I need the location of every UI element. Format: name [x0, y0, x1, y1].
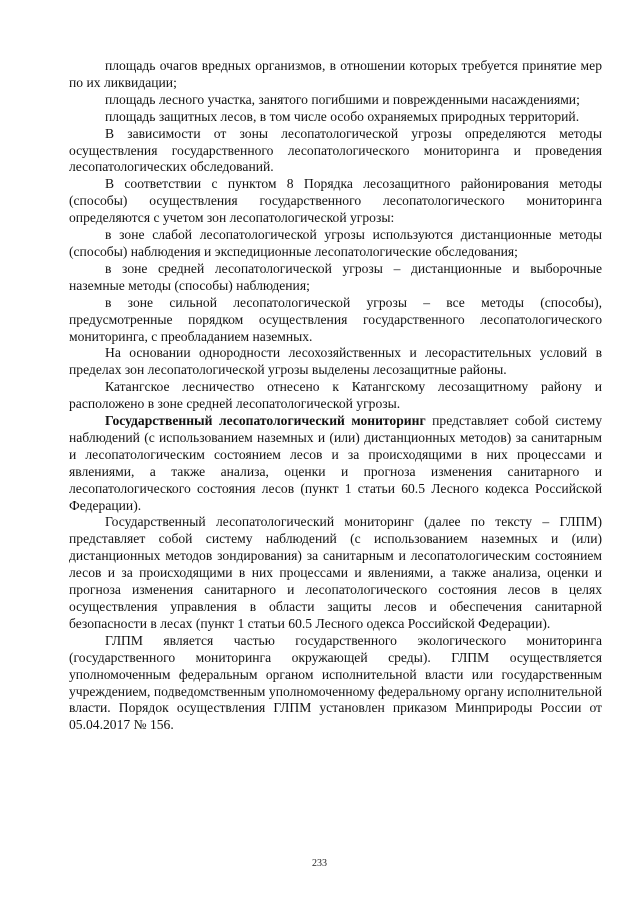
- paragraph: площадь лесного участка, занятого погибшими и поврежденными насаждениями;: [105, 91, 580, 107]
- paragraph: Государственный лесопатологический мониторинг (далее по тексту – ГЛПМ) представляет собой систему наблюдений (с использованием наземных и (или) дистанционных методов зондирования) за санитарным и лесопатологическим состоянием лесов и за происходящими в них процессами и явлениями, а также анализа, оценки и прогноза изменения санитарного и лесопатологического состояния лесов в целях осуществления управления в области защиты лесов и обеспечения санитарной безопасности в лесах (пункт 1 статьи 60.5 Лесного одекса Российской Федерации).: [69, 514, 602, 631]
- paragraph: В соответствии с пунктом 8 Порядка лесозащитного районирования методы (способы) осуществления государственного лесопатологического мониторинга определяются с учетом зон лесопатологической угрозы:: [69, 176, 602, 226]
- paragraph: Катангское лесничество отнесено к Катангскому лесозащитному району и расположено в зоне средней лесопатологической угрозы.: [69, 379, 602, 412]
- paragraph: в зоне средней лесопатологической угрозы – дистанционные и выборочные наземные методы (способы) наблюдения;: [69, 260, 602, 293]
- bold-term: Государственный лесопатологический мониторинг: [105, 413, 426, 429]
- paragraph: ГЛПМ является частью государственного экологического мониторинга (государственного мониторинга окружающей среды). ГЛПМ осуществляется уполномоченным федеральным органом исполнительной власти или государственным учреждением, подведомственным уполномоченному федеральному органу исполнительной власти. Порядок осуществления ГЛПМ установлен приказом Минприроды России от 05.04.2017 № 156.: [69, 632, 602, 733]
- paragraph: площадь защитных лесов, в том числе особо охраняемых природных территорий.: [105, 108, 580, 124]
- paragraph: Государственный лесопатологический мониторинг представляет собой систему наблюдений (с использованием наземных и (или) дистанционных методов) за санитарным и лесопатологическим состоянием лесов и за происходящими в них процессами и явлениями, а также анализа, оценки и прогноза изменения санитарного и лесопатологического состояния лесов (пункт 1 статьи 60.5 Лесного кодекса Российской Федерации).: [69, 413, 602, 513]
- paragraph: в зоне сильной лесопатологической угрозы – все методы (способы), предусмотренные порядком осуществления государственного лесопатологического мониторинга, с преобладанием наземных.: [69, 294, 602, 344]
- paragraph: площадь очагов вредных организмов, в отношении которых требуется принятие мер по их ликвидации;: [69, 58, 602, 90]
- paragraph: в зоне слабой лесопатологической угрозы используются дистанционные методы (способы) наблюдения и экспедиционные лесопатологические обследования;: [69, 227, 602, 259]
- paragraph: На основании однородности лесохозяйственных и лесорастительных условий в пределах зон лесопатологической угрозы выделены лесозащитные районы.: [69, 345, 602, 378]
- page-number: 233: [312, 858, 327, 869]
- page-body: [69, 58, 602, 734]
- paragraph: В зависимости от зоны лесопатологической угрозы определяются методы осуществления государственного лесопатологического мониторинга и проведения лесопатологических обследований.: [69, 125, 602, 175]
